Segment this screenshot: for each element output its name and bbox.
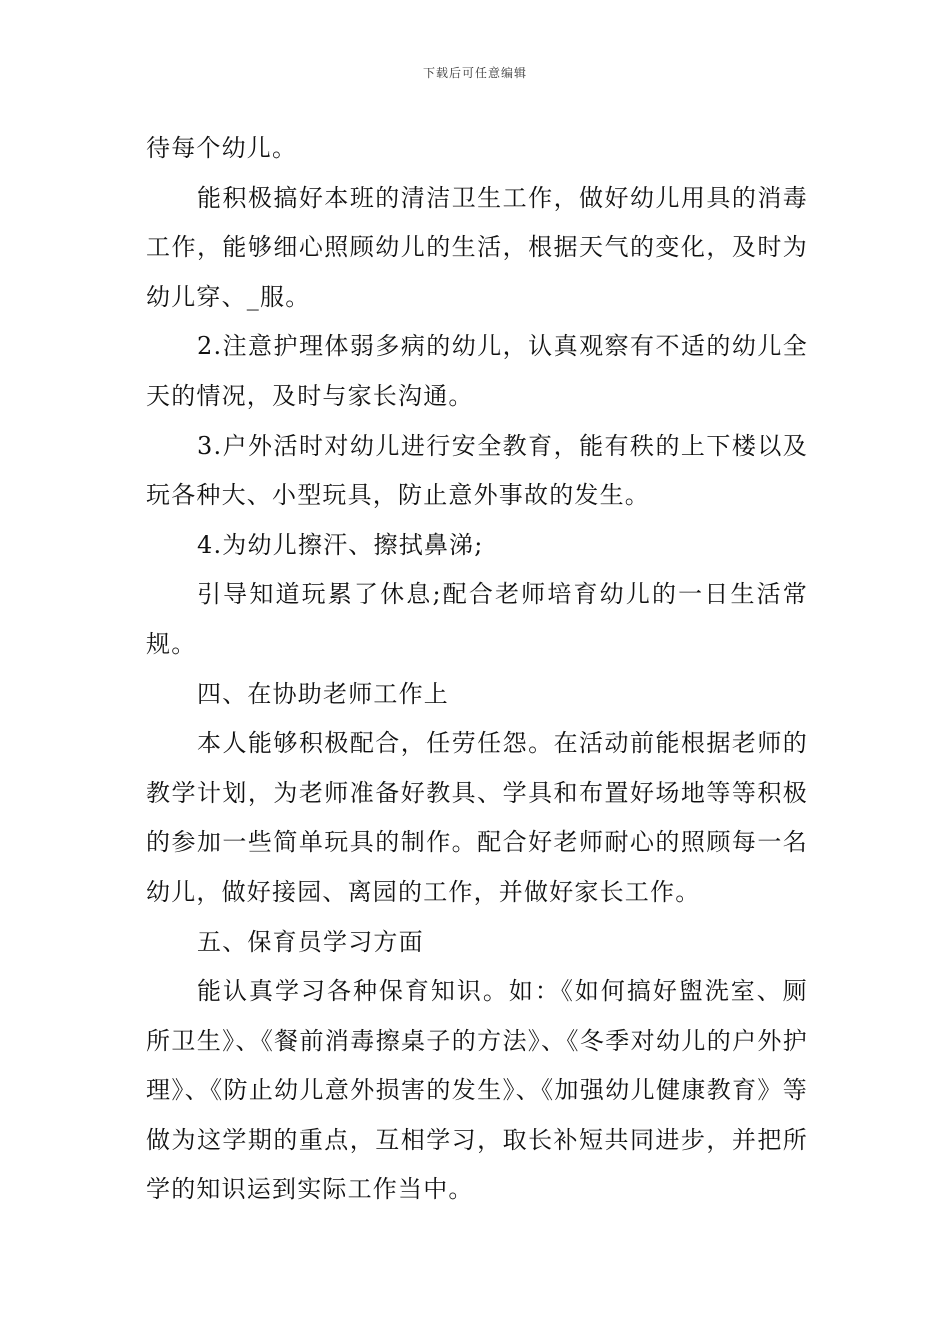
paragraph-item-4: 4.为幼儿擦汗、擦拭鼻涕; <box>197 530 484 559</box>
paragraph-study: 能认真学习各种保育知识。如：《如何搞好盥洗室、厕所卫生》、《餐前消毒擦桌子的方法》、《冬季对幼儿的户外护理》、《防止幼儿意外损害的发生》、《加强幼儿健康教育》等做为这学期的重点，互相学习，取长补短共同进步，并把所学的知识运到实际工作当中。 <box>146 977 808 1204</box>
paragraph-daily-routine: 引导知道玩累了休息;配合老师培育幼儿的一日生活常规。 <box>146 580 808 658</box>
paragraph-continuation: 待每个幼儿。 <box>146 134 298 162</box>
page-header-note: 下载后可任意编辑 <box>422 66 527 80</box>
paragraph-cleaning: 能积极搞好本班的清洁卫生工作，做好幼儿用具的消毒工作，能够细心照顾幼儿的生活，根据天气的变化，及时为幼儿穿、_服。 <box>146 183 808 311</box>
section-heading-study: 五、保育员学习方面 <box>197 927 424 956</box>
paragraph-assist-teacher: 本人能够积极配合，任劳任怨。在活动前能根据老师的教学计划，为老师准备好教具、学具和布置好场地等等积极的参加一些简单玩具的制作。配合好老师耐心的照顾每一名幼儿，做好接园、离园的工作，并做好家长工作。 <box>146 729 808 906</box>
paragraph-item-3: 3.户外活时对幼儿进行安全教育，能有秩的上下楼以及玩各种大、小型玩具，防止意外事故的发生。 <box>146 431 808 510</box>
document-body <box>146 124 808 1215</box>
section-heading-assist-teacher: 四、在协助老师工作上 <box>197 679 449 708</box>
paragraph-item-2: 2.注意护理体弱多病的幼儿，认真观察有不适的幼儿全天的情况，及时与家长沟通。 <box>146 332 808 410</box>
